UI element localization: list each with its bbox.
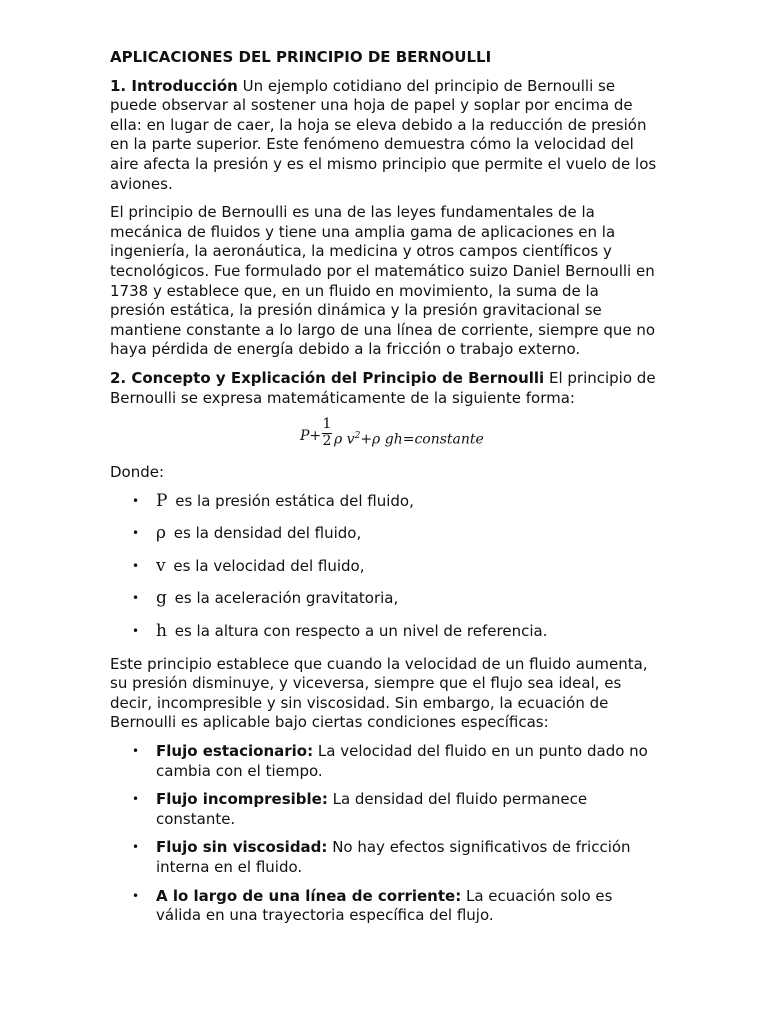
formula-p: P+	[300, 428, 322, 445]
condition-label: A lo largo de una línea de corriente:	[156, 886, 462, 905]
concept-text: El principio de Bernoulli se expresa matemáticamente de la siguiente forma:	[110, 368, 656, 407]
concept-paragraph	[110, 369, 658, 408]
symbol-list	[110, 492, 658, 642]
symbol-desc: es la aceleración gravitatoria,	[174, 589, 399, 608]
list-item	[156, 887, 658, 926]
condition-text: No hay efectos significativos de fricción interna en el fluido.	[156, 838, 631, 876]
symbol: g	[156, 588, 167, 609]
donde-label: Donde:	[110, 463, 165, 482]
conditions-list	[110, 742, 658, 926]
symbol: h	[156, 621, 167, 642]
list-item	[156, 622, 658, 642]
bernoulli-equation	[110, 417, 658, 451]
intro-paragraph	[110, 77, 658, 195]
concept-heading: 2. Concepto y Explicación del Principio de Bernoulli	[110, 368, 545, 387]
list-item	[156, 742, 658, 781]
symbol-desc: es la velocidad del fluido,	[173, 556, 365, 575]
symbol-desc: es la densidad del fluido,	[173, 524, 362, 543]
formula-frac-den: 2	[322, 433, 332, 450]
list-item	[156, 790, 658, 829]
document-page	[110, 48, 658, 935]
symbol: P	[156, 490, 168, 511]
symbol: v	[156, 555, 166, 576]
intro-text: Un ejemplo cotidiano del principio de Bernoulli se puede observar al sostener una hoja de papel y soplar por encima de ella: en lugar de caer, la hoja se eleva debido a la reducción de presión en la parte superior. Este fenómeno demuestra cómo la velocidad del aire afecta la presión y es el mismo principio que permite el vuelo de los aviones.	[110, 76, 657, 193]
list-item	[156, 557, 658, 577]
document-title: APLICACIONES DEL PRINCIPIO DE BERNOULLI	[110, 48, 492, 66]
formula-rho-v-text: ρ v	[334, 431, 355, 448]
list-item	[156, 492, 658, 512]
list-item	[156, 524, 658, 544]
principle-paragraph: El principio de Bernoulli es una de las leyes fundamentales de la mecánica de fluidos y tiene una amplia gama de aplicaciones en la ingeniería, la aeronáutica, la medicina y otros campos científicos y tecnológicos. Fue formulado por el matemático suizo Daniel Bernoulli en 1738 y establece que, en un fluido en movimiento, la suma de la presión estática, la presión dinámica y la presión gravitacional se mantiene constante a lo largo de una línea de corriente, siempre que no haya pérdida de energía debido a la fricción o trabajo externo.	[110, 203, 656, 359]
condition-label: Flujo sin viscosidad:	[156, 838, 328, 857]
formula-exponent: 2	[354, 431, 361, 442]
symbol-desc: es la altura con respecto a un nivel de referencia.	[174, 622, 548, 641]
condition-text: La ecuación solo es válida en una trayectoria específica del flujo.	[156, 886, 613, 925]
symbol-desc: es la presión estática del fluido,	[175, 491, 414, 510]
formula-rho-v	[334, 427, 484, 450]
intro-heading: 1. Introducción	[110, 76, 238, 95]
condition-label: Flujo estacionario:	[156, 742, 314, 761]
condition-text: La densidad del fluido permanece constante.	[156, 790, 588, 828]
formula-frac-num: 1	[322, 416, 332, 433]
list-item	[156, 838, 658, 877]
conditions-intro-paragraph: Este principio establece que cuando la velocidad de un fluido aumenta, su presión disminuye, y viceversa, siempre que el flujo sea ideal, es decir, incompresible y sin viscosidad. Sin embargo, la ecuación de Bernoulli es aplicable bajo ciertas condiciones específicas:	[110, 654, 648, 732]
formula-rest: +ρ gh=constante	[360, 431, 484, 448]
condition-text: La velocidad del fluido en un punto dado no cambia con el tiempo.	[156, 742, 648, 780]
symbol: ρ	[156, 523, 166, 544]
condition-label: Flujo incompresible:	[156, 790, 328, 809]
list-item	[156, 589, 658, 609]
